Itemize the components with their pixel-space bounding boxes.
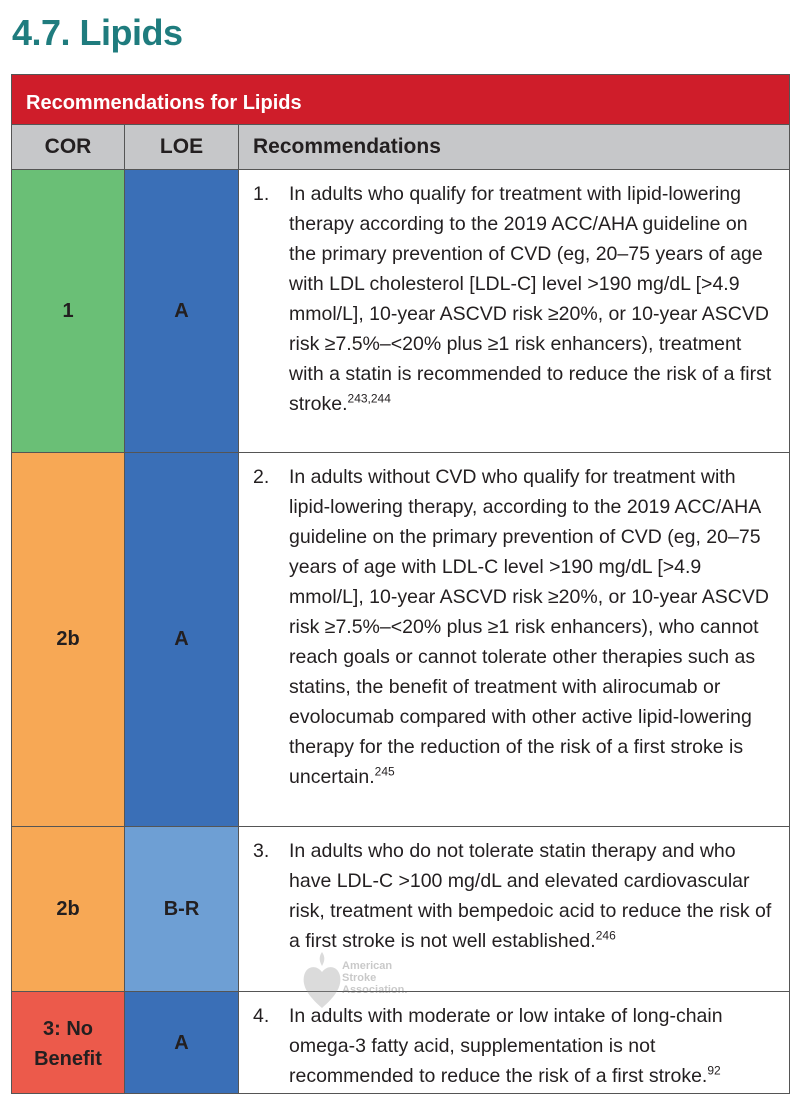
recommendation-number: 4. (253, 1005, 270, 1027)
recommendation-text (289, 179, 777, 419)
recommendation-body: In adults without CVD who qualify for treatment with lipid-lowering therapy, according to the 2019 ACC/AHA guideline on the primary prevention of CVD (eg, 20–75 years of age with LDL-C level >190 mg/dL [>4.9 mmol/L], 10-year ASCVD risk ≥20%, or 10-year ASCVD risk ≥7.5%–<20% plus ≥1 risk enhancers), who cannot reach goals or cannot tolerate other therapies such as statins, the benefit of treatment with alirocumab or evolocumab compared with other active lipid-lowering therapy for the reduction of the risk of a first stroke is uncertain. (289, 466, 769, 788)
cor-cell: 1 (12, 170, 125, 452)
recommendation-body: In adults with moderate or low intake of long-chain omega-3 fatty acid, supplementation is not recommended to reduce the risk of a first stroke. (289, 1005, 723, 1087)
recommendation-number: 3. (253, 840, 270, 862)
column-header-row (12, 125, 789, 170)
recommendations-table (11, 74, 790, 1094)
recommendation-cell (239, 453, 789, 826)
loe-cell: A (125, 170, 239, 452)
table-row (12, 827, 789, 992)
section-title: 4.7. Lipids (12, 12, 183, 53)
recommendation-body: In adults who do not tolerate statin therapy and who have LDL-C >100 mg/dL and elevated cardiovascular risk, treatment with bempedoic acid to reduce the risk of a first stroke is not well established. (289, 840, 772, 952)
watermark-line: Association. (342, 984, 408, 996)
reference-superscript: 245 (374, 764, 395, 779)
cor-cell: 3: No Benefit (12, 992, 125, 1094)
reference-superscript: 92 (707, 1063, 721, 1078)
loe-cell: A (125, 992, 239, 1094)
column-header-cor: COR (12, 125, 125, 169)
cor-cell: 2b (12, 453, 125, 826)
recommendation-number: 1. (253, 183, 270, 205)
reference-superscript: 246 (595, 928, 616, 943)
table-row (12, 992, 789, 1094)
table-row (12, 170, 789, 453)
table-title: Recommendations for Lipids (12, 75, 789, 125)
recommendation-text (289, 836, 777, 956)
recommendation-body: In adults who qualify for treatment with lipid-lowering therapy according to the 2019 ACC/AHA guideline on the primary prevention of CVD (eg, 20–75 years of age with LDL cholesterol [LDL-C] level >190 mg/dL [>4.9 mmol/L], 10-year ASCVD risk ≥20%, or 10-year ASCVD risk ≥7.5%–<20% plus ≥1 risk enhancers), treatment with a statin is recommended to reduce the risk of a first stroke. (289, 183, 772, 415)
table-row (12, 453, 789, 827)
recommendation-text (289, 1001, 777, 1091)
reference-superscript: 243,244 (347, 391, 391, 406)
recommendation-cell (239, 992, 789, 1094)
recommendation-cell (239, 827, 789, 991)
watermark-line: American (342, 960, 393, 972)
recommendation-cell (239, 170, 789, 452)
loe-cell: B-R (125, 827, 239, 991)
column-header-loe: LOE (125, 125, 239, 169)
loe-cell: A (125, 453, 239, 826)
cor-cell: 2b (12, 827, 125, 991)
recommendation-text (289, 462, 777, 792)
column-header-recommendations: Recommendations (253, 135, 441, 158)
watermark-line: Stroke (342, 972, 377, 984)
recommendation-number: 2. (253, 466, 270, 488)
